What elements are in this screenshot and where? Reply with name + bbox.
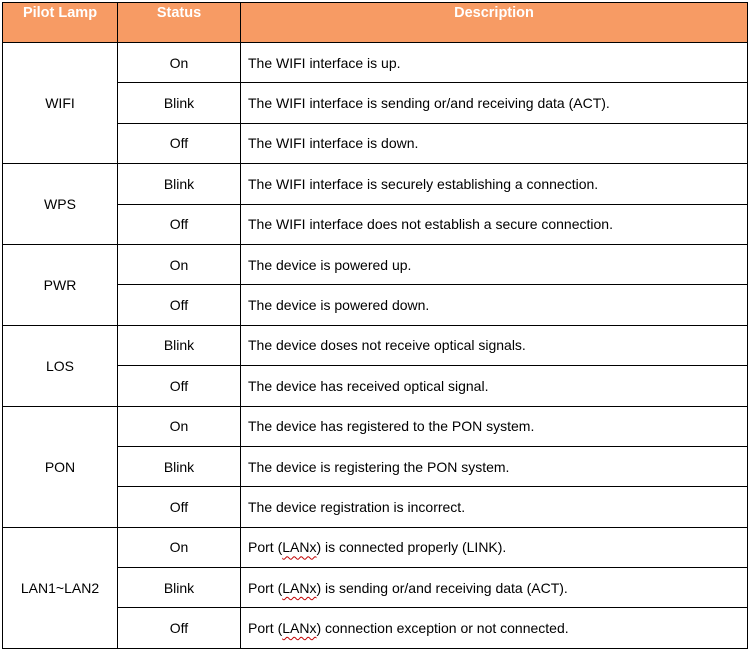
status-cell: Blink — [118, 83, 241, 123]
description-cell — [241, 608, 748, 648]
status-cell: Off — [118, 487, 241, 527]
spellcheck-flagged-word: LANx — [282, 579, 317, 596]
status-cell: Blink — [118, 568, 241, 608]
status-cell: Blink — [118, 446, 241, 486]
status-cell: Off — [118, 285, 241, 325]
description-cell — [241, 568, 748, 608]
table-row — [3, 325, 748, 365]
status-cell: Off — [118, 366, 241, 406]
description-text: Port ( — [248, 620, 283, 637]
lamp-name: PWR — [3, 244, 118, 325]
header-row — [3, 3, 748, 43]
spellcheck-flagged-word: LANx — [282, 620, 317, 637]
description-cell: The device doses not receive optical signals. — [241, 325, 748, 365]
description-text: ) is sending or/and receiving data (ACT). — [316, 579, 568, 596]
description-cell: The device is powered down. — [241, 285, 748, 325]
status-cell: On — [118, 43, 241, 83]
table-row — [3, 527, 748, 567]
lamp-name: WPS — [3, 164, 118, 245]
lamp-name: WIFI — [3, 43, 118, 164]
table-row — [3, 43, 748, 83]
description-text: ) is connected properly (LINK). — [316, 539, 507, 556]
description-cell: The WIFI interface is up. — [241, 43, 748, 83]
lamp-name: PON — [3, 406, 118, 527]
description-text: Port ( — [248, 579, 283, 596]
status-cell: Off — [118, 204, 241, 244]
description-text: ) connection exception or not connected. — [316, 620, 569, 637]
header-pilot-lamp: Pilot Lamp — [3, 3, 118, 43]
header-status: Status — [118, 3, 241, 43]
status-cell: Off — [118, 123, 241, 163]
description-cell: The WIFI interface is sending or/and receiving data (ACT). — [241, 83, 748, 123]
status-cell: Blink — [118, 164, 241, 204]
description-text: Port ( — [248, 539, 283, 556]
description-cell: The WIFI interface does not establish a secure connection. — [241, 204, 748, 244]
lamp-name: LOS — [3, 325, 118, 406]
status-cell: On — [118, 406, 241, 446]
status-cell: Off — [118, 608, 241, 648]
description-cell: The WIFI interface is securely establishing a connection. — [241, 164, 748, 204]
table-row — [3, 164, 748, 204]
table-row — [3, 406, 748, 446]
table-row — [3, 244, 748, 284]
description-cell: The device is powered up. — [241, 244, 748, 284]
header-description: Description — [241, 3, 748, 43]
pilot-lamp-table — [2, 2, 748, 649]
status-cell: On — [118, 244, 241, 284]
status-cell: On — [118, 527, 241, 567]
description-cell: The device has registered to the PON system. — [241, 406, 748, 446]
spellcheck-flagged-word: LANx — [282, 539, 317, 556]
description-cell: The device is registering the PON system. — [241, 446, 748, 486]
description-cell: The device registration is incorrect. — [241, 487, 748, 527]
status-cell: Blink — [118, 325, 241, 365]
lamp-name: LAN1~LAN2 — [3, 527, 118, 648]
description-cell — [241, 527, 748, 567]
description-cell: The device has received optical signal. — [241, 366, 748, 406]
description-cell: The WIFI interface is down. — [241, 123, 748, 163]
